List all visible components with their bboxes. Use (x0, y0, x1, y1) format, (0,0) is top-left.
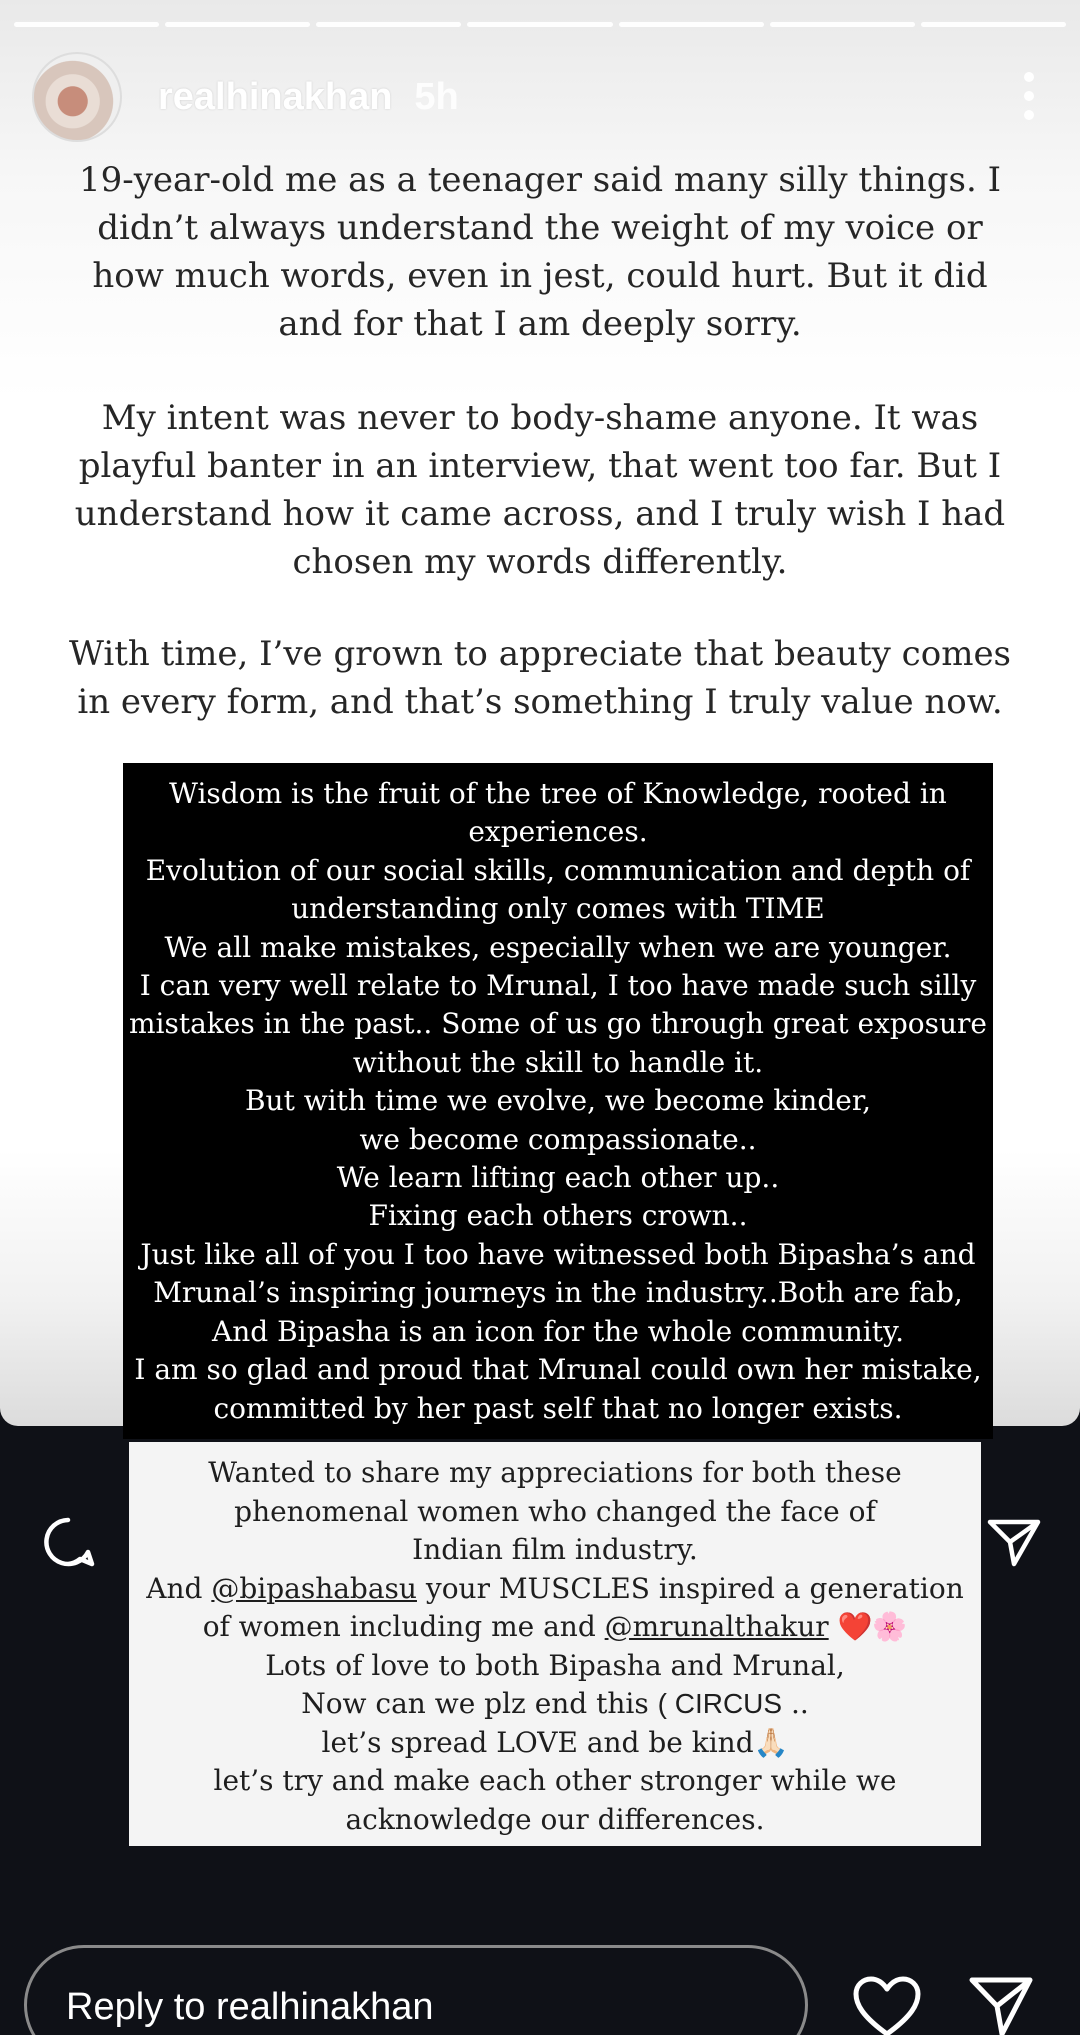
quote-line: And Bipasha is an icon for the whole community. (212, 1314, 904, 1348)
quote-text: of women including me and (202, 1610, 605, 1643)
quote-text: your MUSCLES inspired a generation (416, 1571, 964, 1605)
statement-line: 19-year-old me as a teenager said many silly things. I (78, 160, 1002, 200)
statement-line: chosen my words differently. (292, 542, 788, 582)
quote-line: Evolution of our social skills, communication and depth of (145, 853, 971, 887)
circus-text: ( CIRCUS (657, 1688, 783, 1719)
quote-line: phenomenal women who changed the face of (234, 1494, 876, 1528)
statement-line: in every form, and that’s something I truly value now. (77, 682, 1003, 722)
post-time: 5h (414, 75, 459, 118)
quote-line: understanding only comes with TIME (291, 892, 825, 926)
quote-line: Just like all of you I too have witnessed both Bipasha’s and (140, 1237, 976, 1271)
progress-segment (619, 22, 764, 27)
quote-line: Wisdom is the fruit of the tree of Knowledge, rooted in (169, 777, 947, 810)
progress-segment (921, 22, 1066, 27)
quote-line: mistakes in the past.. Some of us go through great exposure (128, 1007, 988, 1041)
quote-line: let’s try and make each other stronger while we (213, 1764, 897, 1797)
avatar[interactable] (32, 52, 122, 142)
statement-paragraph-3 (60, 630, 1020, 726)
quote-text: And (146, 1571, 212, 1605)
quote-line: But with time we evolve, we become kinder, (244, 1084, 872, 1118)
quote-text: .. (782, 1687, 809, 1720)
quote-line (129, 1570, 981, 1609)
statement-line: With time, I’ve grown to appreciate that beauty comes (68, 634, 1012, 674)
send-icon[interactable] (984, 1512, 1044, 1572)
statement-line: My intent was never to body-shame anyone. It was (101, 398, 979, 438)
quote-line: experiences. (468, 815, 648, 849)
quote-line (129, 1608, 981, 1647)
more-options-icon[interactable] (1022, 72, 1036, 120)
white-quote-box (129, 1442, 981, 1846)
quote-text: Now can we plz end this (301, 1687, 658, 1720)
comment-icon[interactable] (38, 1512, 98, 1572)
statement-line: understand how it came across, and I truly wish I had (74, 494, 1006, 534)
progress-segment (165, 22, 310, 27)
progress-segment (14, 22, 159, 27)
quote-line: without the skill to handle it. (352, 1045, 764, 1079)
heart-flower-emoji: ❤️🌸 (828, 1610, 908, 1643)
reply-placeholder[interactable]: Reply to realhinakhan (66, 1986, 434, 2028)
send-direct-icon[interactable] (968, 1976, 1034, 2035)
heart-icon[interactable] (852, 1976, 922, 2035)
statement-paragraph-1 (60, 156, 1020, 348)
statement-line: and for that I am deeply sorry. (278, 304, 802, 344)
watermark (540, 596, 640, 626)
quote-line: Indian film industry. (412, 1533, 698, 1566)
quote-line: acknowledge our differences. (345, 1802, 765, 1836)
progress-segment (770, 22, 915, 27)
quote-line: I can very well relate to Mrunal, I too have made such silly (139, 969, 977, 1003)
quote-line: let’s spread LOVE and be kind🙏🏻 (321, 1725, 789, 1759)
quote-line: Wanted to share my appreciations for both these (208, 1456, 902, 1489)
username[interactable]: realhinakhan (158, 75, 393, 118)
story-header (32, 52, 1060, 142)
quote-line: Lots of love to both Bipasha and Mrunal, (265, 1648, 845, 1682)
statement-line: didn’t always understand the weight of my voice or (97, 208, 983, 248)
progress-segment (467, 22, 612, 27)
quote-line: committed by her past self that no longer exists. (213, 1391, 903, 1425)
quote-line: I am so glad and proud that Mrunal could own her mistake, (134, 1353, 982, 1387)
statement-line: playful banter in an interview, that went too far. But I (78, 446, 1002, 486)
quote-line: Mrunal’s inspiring journeys in the industry..Both are fab, (153, 1276, 963, 1310)
progress-segment (316, 22, 461, 27)
black-quote-box (123, 763, 993, 1439)
story-progress-bar (14, 22, 1066, 27)
mention-bipashabasu[interactable]: @bipashabasu (211, 1571, 417, 1605)
quote-line: We learn lifting each other up.. (336, 1161, 780, 1195)
mention-mrunalthakur[interactable]: @mrunalthakur (604, 1610, 829, 1643)
quote-line: We all make mistakes, especially when we are younger. (164, 930, 952, 964)
statement-line: how much words, even in jest, could hurt. But it did (92, 256, 988, 296)
quote-line (129, 1685, 981, 1724)
quote-line: Fixing each others crown.. (368, 1199, 748, 1233)
statement-paragraph-2 (60, 394, 1020, 586)
quote-line: we become compassionate.. (359, 1122, 757, 1156)
